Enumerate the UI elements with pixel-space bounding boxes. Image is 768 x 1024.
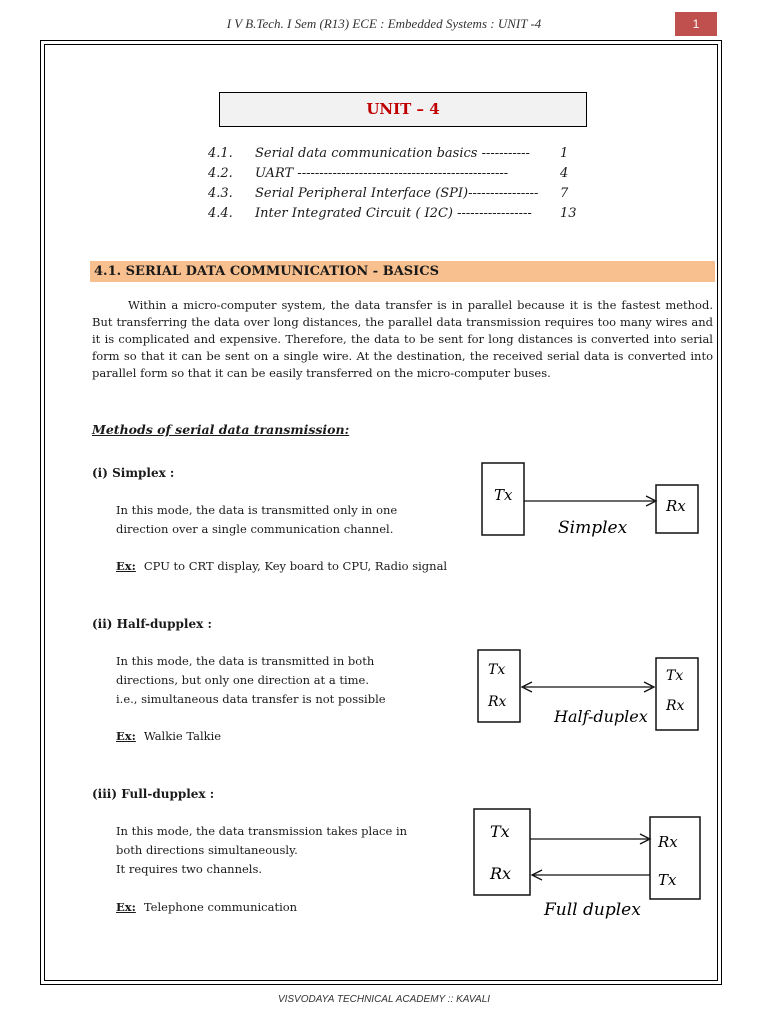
toc-page: 1 — [560, 146, 569, 161]
toc-number: 4.1. — [208, 146, 233, 161]
toc-number: 4.4. — [208, 206, 233, 221]
full-duplex-label: (iii) Full-dupplex : — [92, 787, 215, 801]
simplex-line: direction over a single communication channel. — [116, 522, 394, 536]
rx-label: Rx — [666, 497, 686, 515]
rx-label: Rx — [488, 694, 507, 710]
full-duplex-description — [116, 822, 407, 879]
example-text: Telephone communication — [143, 900, 298, 914]
example-label: Ex: — [116, 559, 136, 573]
toc-row[interactable] — [208, 206, 588, 226]
diagram-caption: Full duplex — [544, 900, 641, 920]
intro-paragraph — [92, 297, 713, 382]
toc-page: 13 — [560, 206, 577, 221]
full-duplex-line: In this mode, the data transmission takes place in — [116, 824, 408, 838]
section-heading-text: 4.1. SERIAL DATA COMMUNICATION - BASICS — [94, 264, 439, 279]
tx-label: Tx — [490, 822, 510, 841]
half-duplex-line: directions, but only one direction at a time. — [116, 673, 369, 687]
example-label: Ex: — [116, 900, 136, 914]
half-duplex-diagram — [466, 642, 716, 742]
toc-row[interactable] — [208, 146, 588, 166]
toc-row[interactable] — [208, 166, 588, 186]
rx-label: Rx — [666, 698, 685, 714]
rx-label: Rx — [490, 864, 512, 883]
rx-label: Rx — [658, 833, 678, 851]
full-duplex-example — [116, 900, 297, 914]
toc-row[interactable] — [208, 186, 588, 206]
diagram-caption: Simplex — [558, 518, 628, 538]
toc-page: 7 — [560, 186, 569, 201]
unit-title: UNIT – 4 — [219, 92, 587, 127]
simplex-example — [116, 559, 447, 573]
example-label: Ex: — [116, 729, 136, 743]
methods-heading: Methods of serial data transmission: — [92, 422, 350, 437]
half-duplex-label: (ii) Half-dupplex : — [92, 617, 212, 631]
toc-title: Serial data communication basics ----------- — [255, 146, 530, 161]
tx-label: Tx — [494, 486, 513, 504]
simplex-label: (i) Simplex : — [92, 466, 175, 480]
toc-title: UART ------------------------------------------------ — [255, 166, 509, 181]
full-duplex-line: both directions simultaneously. — [116, 843, 298, 857]
section-heading — [90, 261, 715, 282]
intro-paragraph-text: Within a micro-computer system, the data transfer is in parallel because it is the fastest method. But transferring the data over long distances, the parallel data transmission requires too many wires and it is complicated and expensive. Therefore, the data to be sent for long distances is converted into serial form so that it can be sent on a single wire. At the destination, the received serial data is converted into parallel form so that it can be easily transferred on the micro-computer buses. — [92, 298, 713, 380]
tx-label: Tx — [488, 662, 506, 678]
toc-title: Inter Integrated Circuit ( I2C) ----------------- — [255, 206, 532, 221]
half-duplex-example — [116, 729, 221, 743]
page-header: I V B.Tech. I Sem (R13) ECE : Embedded Systems : UNIT -4 — [226, 16, 542, 31]
toc-title: Serial Peripheral Interface (SPI)---------------- — [255, 186, 539, 201]
example-text: CPU to CRT display, Key board to CPU, Radio signal — [143, 559, 448, 573]
simplex-line: In this mode, the data is transmitted only in one — [116, 503, 398, 517]
tx-label: Tx — [666, 668, 684, 684]
diagram-caption: Half-duplex — [554, 707, 648, 726]
simplex-description — [116, 501, 397, 539]
half-duplex-line: In this mode, the data is transmitted in both — [116, 654, 375, 668]
toc-page: 4 — [560, 166, 569, 181]
tx-box — [478, 650, 520, 722]
tx-label: Tx — [658, 871, 677, 889]
simplex-diagram — [466, 455, 716, 567]
example-text: Walkie Talkie — [143, 729, 222, 743]
page-number: 1 — [675, 12, 717, 36]
toc-number: 4.2. — [208, 166, 233, 181]
full-duplex-line: It requires two channels. — [116, 862, 263, 876]
table-of-contents — [208, 146, 588, 226]
half-duplex-description — [116, 652, 386, 709]
full-duplex-diagram — [466, 803, 716, 925]
toc-number: 4.3. — [208, 186, 233, 201]
half-duplex-line: i.e., simultaneous data transfer is not possible — [116, 692, 386, 706]
page-footer: VISVODAYA TECHNICAL ACADEMY :: KAVALI — [277, 994, 491, 1005]
